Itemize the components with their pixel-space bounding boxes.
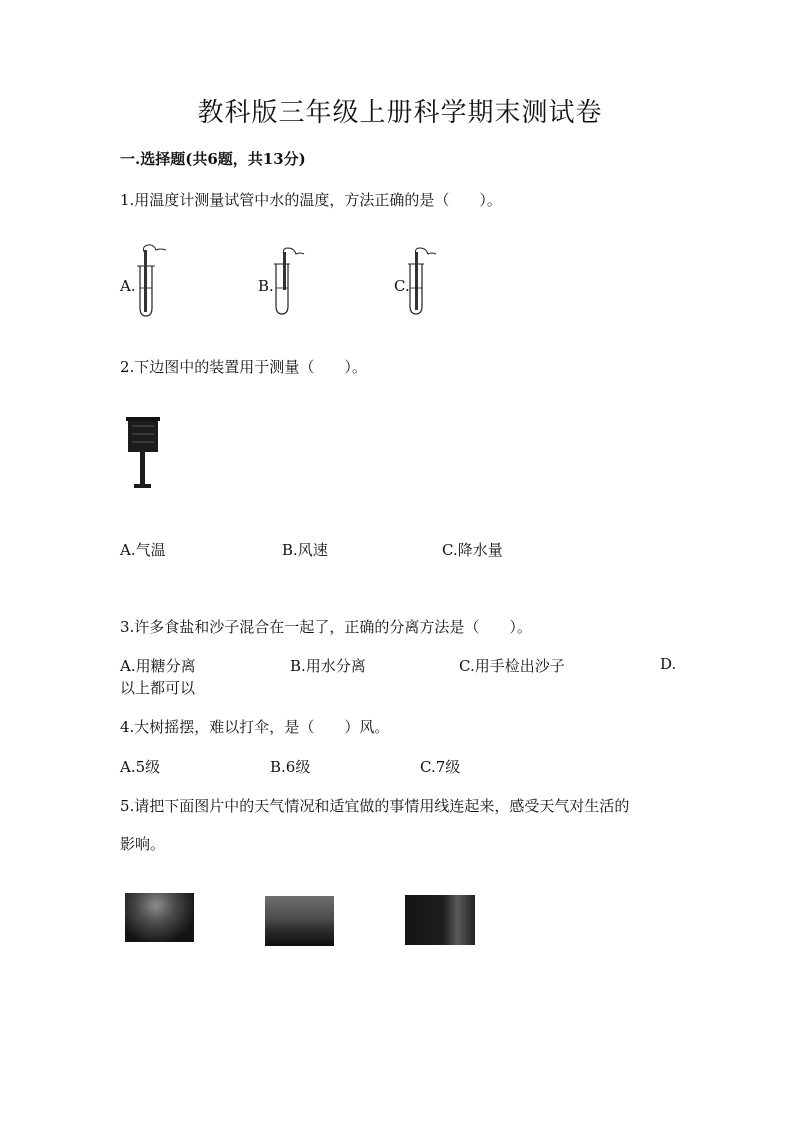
question-3-text: 3.许多食盐和沙子混合在一起了，正确的分离方法是（ ）。 — [120, 618, 532, 636]
q4-option-c: C.7级 — [420, 758, 461, 776]
q4-option-b: B.6级 — [270, 758, 311, 776]
question-5-text-line2: 影响。 — [120, 835, 166, 853]
question-2-text: 2.下边图中的装置用于测量（ ）。 — [120, 358, 367, 376]
q1-option-c-thermometer-figure — [406, 248, 446, 320]
question-1-text: 1.用温度计测量试管中水的温度，方法正确的是（ ）。 — [120, 191, 502, 209]
q3-option-d-label: D. — [660, 655, 677, 673]
q3-option-b: B.用水分离 — [290, 657, 366, 675]
weather-photo-2 — [265, 896, 334, 946]
q2-option-a: A.气温 — [120, 541, 166, 559]
q2-option-b: B.风速 — [282, 541, 328, 559]
page-title: 教科版三年级上册科学期末测试卷 — [197, 98, 603, 128]
q1-option-b-thermometer-figure — [272, 248, 312, 320]
question-4-text: 4.大树摇摆，难以打伞，是（ ）风。 — [120, 718, 390, 736]
q3-option-c: C.用手检出沙子 — [459, 657, 565, 675]
q2-instrument-shelter-figure — [124, 416, 164, 492]
q1-option-c-label: C. — [394, 277, 410, 295]
section-heading: 一.选择题(共6题，共13分) — [120, 150, 306, 168]
q1-option-a-thermometer-figure — [134, 244, 174, 320]
q1-option-b-label: B. — [258, 277, 274, 295]
weather-photo-1 — [125, 893, 194, 942]
q4-option-a: A.5级 — [120, 758, 161, 776]
q2-option-c: C.降水量 — [442, 541, 503, 559]
weather-photo-3 — [405, 895, 475, 945]
q3-option-d-text: 以上都可以 — [120, 679, 196, 697]
q1-option-a-label: A. — [120, 277, 136, 295]
q3-option-a: A.用糖分离 — [120, 657, 196, 675]
question-5-text-line1: 5.请把下面图片中的天气情况和适宜做的事情用线连起来，感受天气对生活的 — [120, 797, 630, 815]
